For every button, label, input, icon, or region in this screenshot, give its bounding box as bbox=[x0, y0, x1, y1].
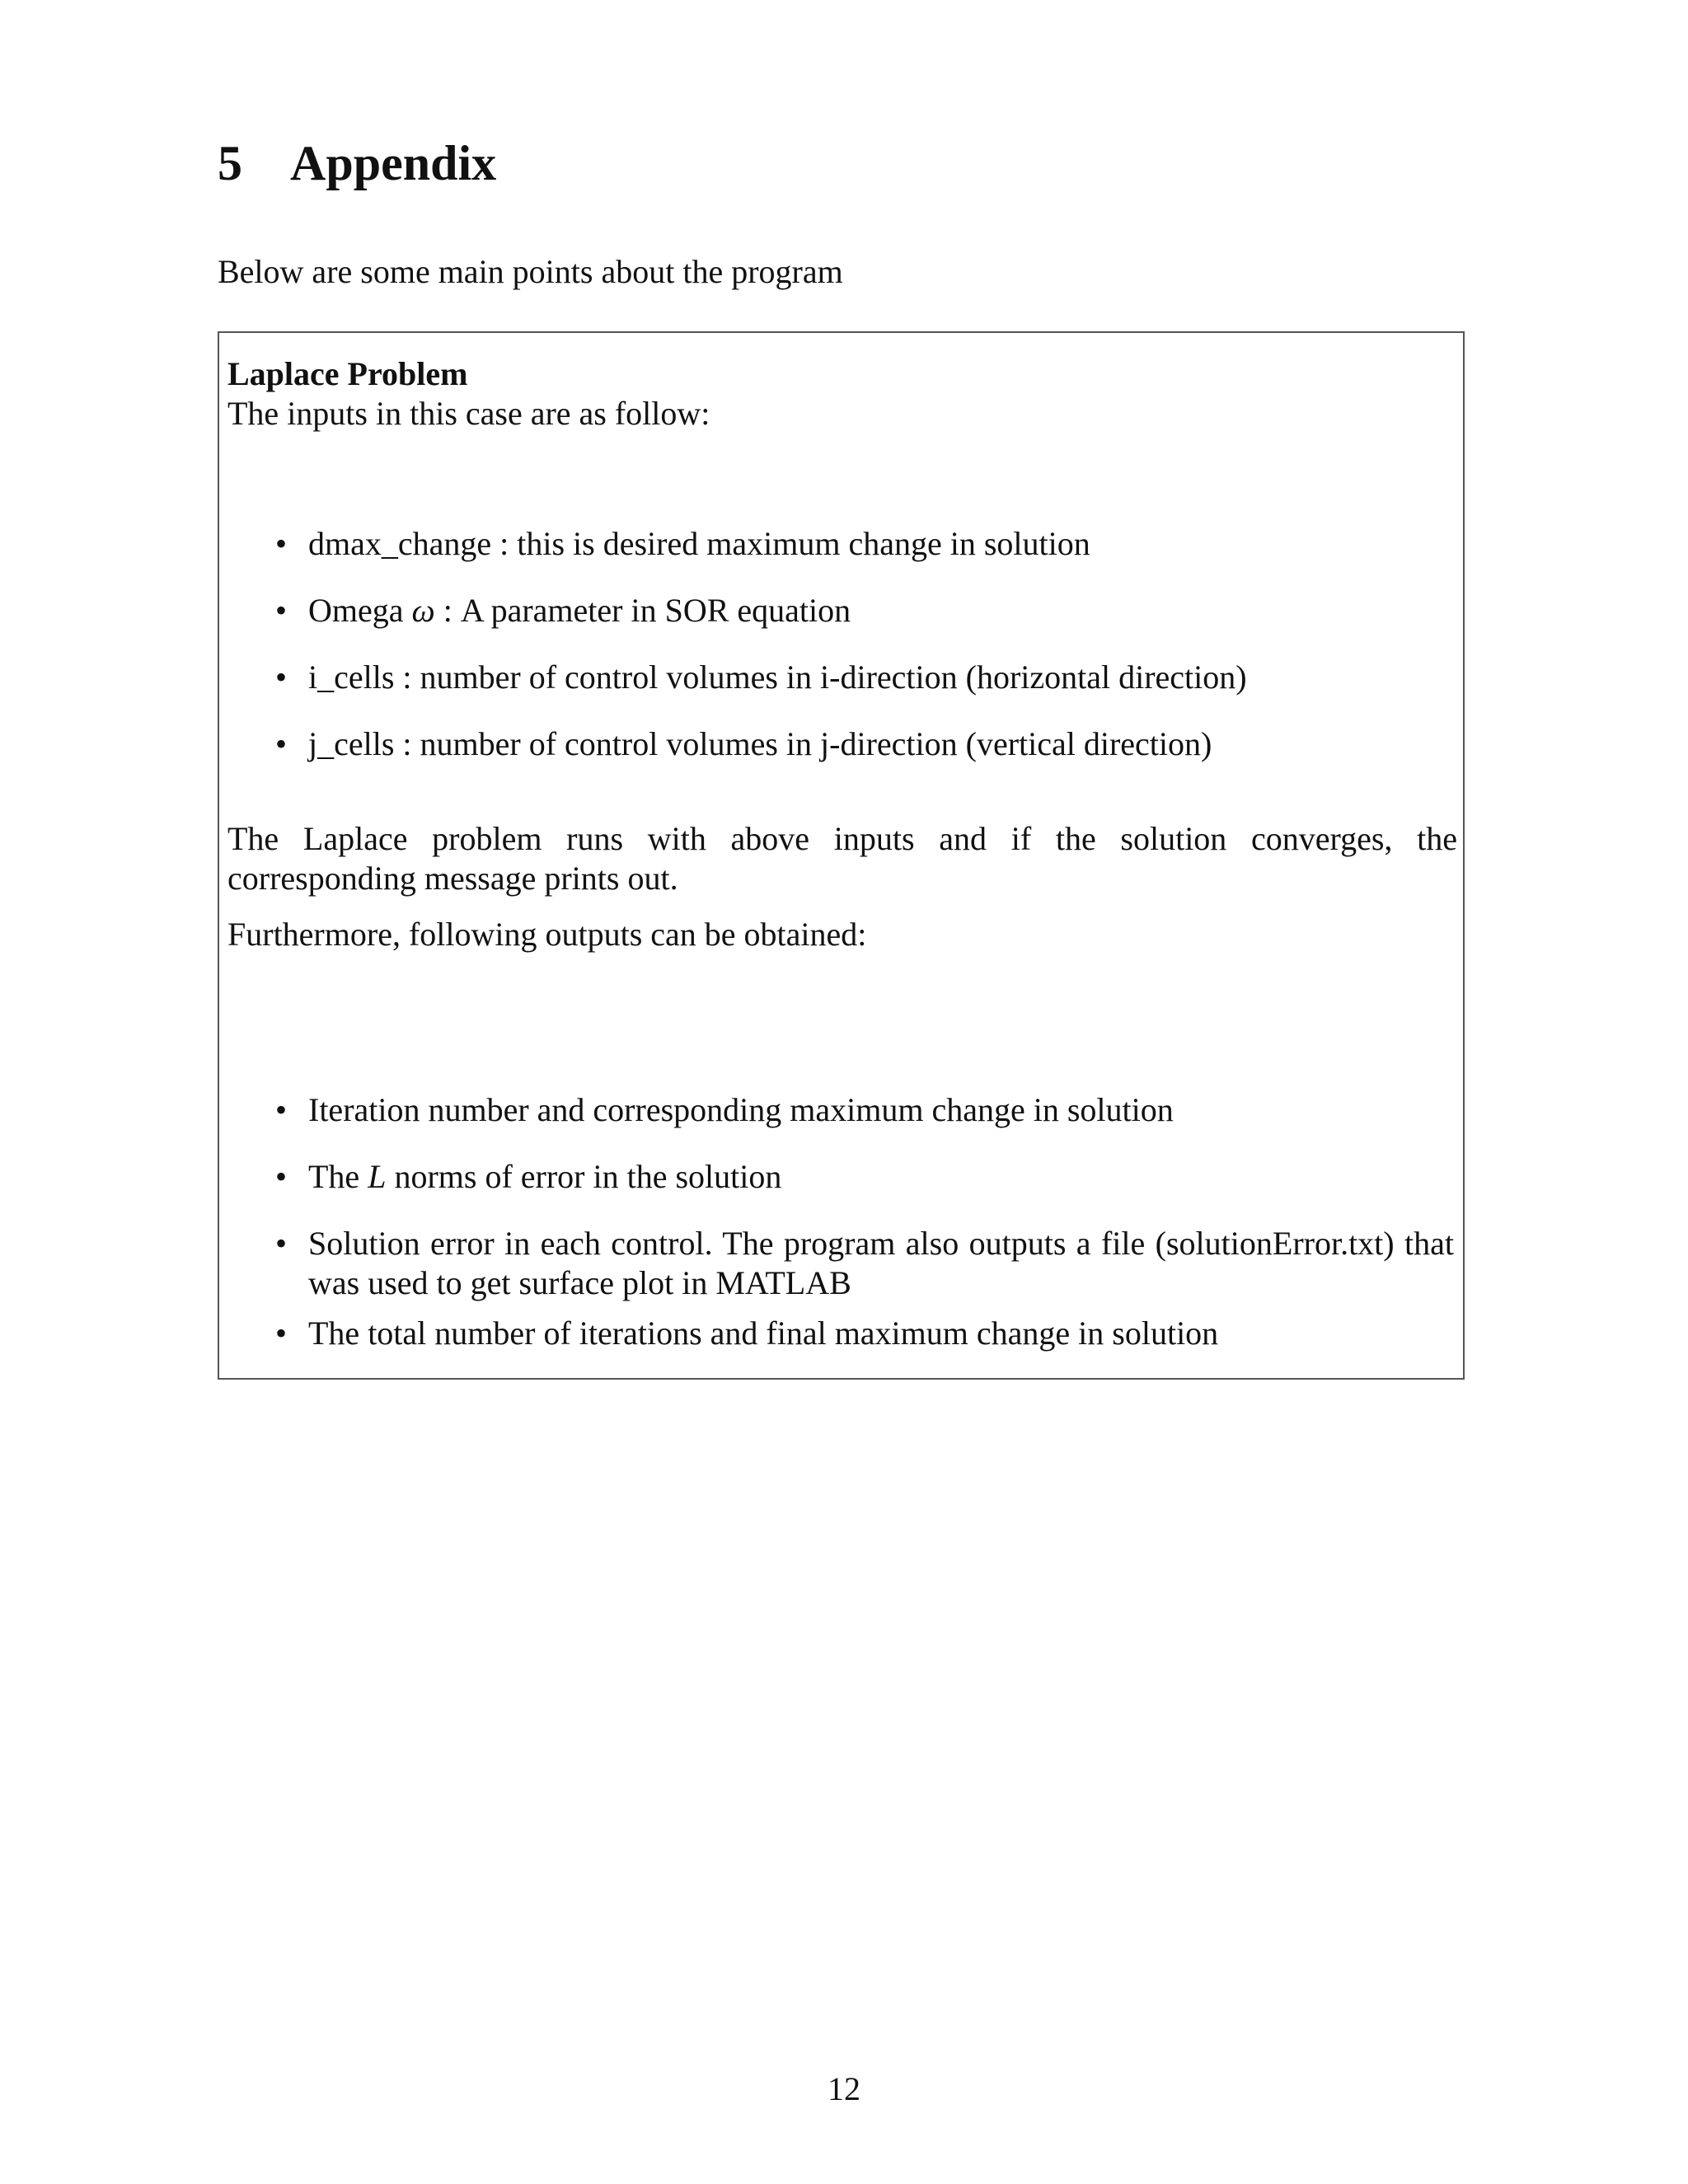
input-separator: : bbox=[394, 658, 420, 696]
input-item-j-cells bbox=[308, 724, 1454, 764]
input-name: j_cells bbox=[308, 725, 395, 762]
bullet-icon: • bbox=[275, 725, 288, 762]
input-description: number of control volumes in i-direction (horizontal direction) bbox=[420, 658, 1247, 696]
section-title: Appendix bbox=[290, 136, 497, 190]
output-text-post: norms of error in the solution bbox=[386, 1158, 782, 1195]
section-heading bbox=[218, 138, 496, 188]
output-item-solution-error: Solution error in each control. The program also outputs a file (solutionError.txt) that was used to get surface plot in MATLAB bbox=[308, 1225, 1454, 1301]
inputs-intro: The inputs in this case are as follow: bbox=[227, 395, 710, 432]
input-separator: : bbox=[394, 725, 420, 762]
input-description: this is desired maximum change in solution bbox=[517, 525, 1090, 562]
intro-text: Below are some main points about the program bbox=[218, 253, 843, 290]
output-text-pre: The bbox=[308, 1158, 368, 1195]
outputs-intro: Furthermore, following outputs can be obtained: bbox=[227, 916, 867, 953]
omega-symbol: ω bbox=[411, 592, 435, 629]
input-name: i_cells bbox=[308, 658, 395, 696]
box-title: Laplace Problem bbox=[227, 355, 468, 392]
bullet-icon: • bbox=[275, 592, 288, 629]
input-separator: : bbox=[491, 525, 518, 562]
input-name: dmax_change bbox=[308, 525, 492, 562]
page-number: 12 bbox=[828, 2070, 860, 2107]
output-item-l-norms bbox=[308, 1157, 1454, 1197]
section-number: 5 bbox=[218, 136, 242, 190]
bullet-icon: • bbox=[275, 1315, 288, 1352]
laplace-problem-box bbox=[218, 331, 1465, 1380]
convergence-paragraph: The Laplace problem runs with above inputs and if the solution converges, the corresponding message prints out. bbox=[227, 820, 1457, 897]
input-item-omega bbox=[308, 591, 1454, 630]
input-item-dmax-change bbox=[308, 524, 1454, 564]
input-separator: : bbox=[434, 592, 461, 629]
input-description: A parameter in SOR equation bbox=[460, 592, 851, 629]
bullet-icon: • bbox=[275, 1225, 288, 1262]
bullet-icon: • bbox=[275, 1158, 288, 1195]
input-name: Omega bbox=[308, 592, 412, 629]
bullet-icon: • bbox=[275, 1091, 288, 1128]
output-item-iteration: Iteration number and corresponding maximum change in solution bbox=[308, 1091, 1174, 1128]
bullet-icon: • bbox=[275, 658, 288, 696]
input-description: number of control volumes in j-direction (vertical direction) bbox=[420, 725, 1212, 762]
input-item-i-cells bbox=[308, 658, 1454, 697]
l-norm-symbol: L bbox=[368, 1158, 387, 1195]
output-item-total-iterations: The total number of iterations and final maximum change in solution bbox=[308, 1315, 1219, 1352]
bullet-icon: • bbox=[275, 525, 288, 562]
